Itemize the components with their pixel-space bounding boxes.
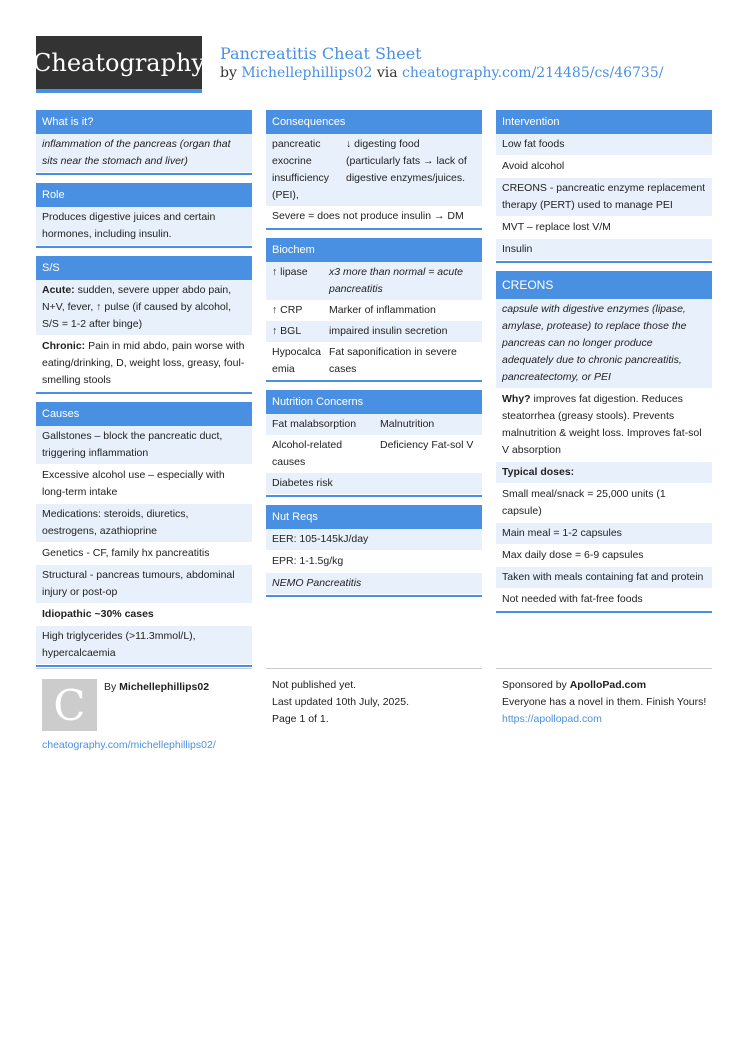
footer-publish-info bbox=[266, 668, 482, 728]
what-is-it-section bbox=[36, 110, 252, 175]
nemo-row: NEMO Pancreatitis bbox=[266, 573, 482, 595]
footer bbox=[36, 668, 712, 751]
list-item: Small meal/snack = 25,000 units (1 capsule) bbox=[496, 484, 712, 523]
biochem-key: ↑ lipase bbox=[272, 266, 308, 278]
section-title: Nutrition Concerns bbox=[266, 390, 482, 414]
column-1 bbox=[36, 110, 252, 675]
nutrition-key: Fat malabsorption bbox=[272, 418, 357, 430]
list-item: Low fat foods bbox=[496, 134, 712, 156]
sponsor-line bbox=[496, 677, 712, 694]
why-label: Why? bbox=[502, 393, 531, 405]
list-item: MVT – replace lost V/M bbox=[496, 217, 712, 239]
section-title: Role bbox=[36, 183, 252, 207]
causes-section bbox=[36, 402, 252, 667]
cheatography-logo[interactable]: Cheatography bbox=[36, 36, 202, 93]
via-text: via bbox=[372, 65, 403, 81]
section-text: inflammation of the pancreas (organ that sits near the stomach and liver) bbox=[36, 134, 252, 173]
biochem-key: ↑ BGL bbox=[272, 325, 302, 337]
table-row bbox=[266, 134, 482, 206]
table-row bbox=[266, 435, 482, 473]
column-2 bbox=[266, 110, 482, 605]
footer-sponsor bbox=[496, 668, 712, 728]
sponsor-prefix: Sponsored by bbox=[502, 679, 570, 691]
section-text: Produces digestive juices and certain hormones, including insulin. bbox=[36, 207, 252, 246]
list-item: Not needed with fat-free foods bbox=[496, 589, 712, 611]
nut-reqs-section bbox=[266, 505, 482, 597]
section-title: What is it? bbox=[36, 110, 252, 134]
page-number: Page 1 of 1. bbox=[272, 713, 329, 725]
intervention-section bbox=[496, 110, 712, 263]
why-text: improves fat digestion. Reduces steatorrhea (greasy stools). Prevents malnutrition & weight loss. Improves fat-sol V absorption bbox=[502, 393, 702, 456]
list-item: Genetics - CF, family hx pancreatitis bbox=[36, 543, 252, 565]
severe-row: Severe = does not produce insulin → DM bbox=[266, 206, 482, 228]
sponsor-text: Everyone has a novel in them. Finish Yours! bbox=[502, 696, 707, 708]
role-section bbox=[36, 183, 252, 248]
list-item: High triglycerides (>11.3mmol/L), hypercalcaemia bbox=[36, 626, 252, 665]
avatar[interactable]: C bbox=[42, 679, 97, 731]
section-title: Causes bbox=[36, 402, 252, 426]
biochem-key: Hypocalcaemia bbox=[272, 346, 322, 375]
list-item: Avoid alcohol bbox=[496, 156, 712, 178]
section-title: CREONS bbox=[496, 271, 712, 299]
sheet-url-link[interactable]: cheatography.com/214485/cs/46735/ bbox=[402, 65, 664, 81]
ss-section bbox=[36, 256, 252, 394]
footer-author-name[interactable]: Michellephillips02 bbox=[119, 681, 210, 693]
table-row bbox=[266, 321, 482, 342]
by-label: By bbox=[104, 681, 120, 693]
author-link[interactable]: Michellephillips02 bbox=[241, 65, 373, 81]
why-row bbox=[496, 389, 712, 462]
biochem-value: Fat saponification in severe cases bbox=[329, 346, 457, 375]
title-block bbox=[220, 44, 663, 81]
creons-section bbox=[496, 271, 712, 613]
diabetes-row: Diabetes risk bbox=[266, 473, 482, 495]
list-item: Medications: steroids, diuretics, oestrogens, azathioprine bbox=[36, 504, 252, 543]
biochem-section bbox=[266, 238, 482, 382]
biochem-key: ↑ CRP bbox=[272, 304, 303, 316]
section-title: Biochem bbox=[266, 238, 482, 262]
page-title[interactable]: Pancreatitis Cheat Sheet bbox=[220, 44, 422, 63]
nutrition-value: Deficiency Fat-sol V bbox=[380, 439, 474, 451]
consequence-term: pancreatic exocrine insufficiency (PEI), bbox=[272, 138, 330, 201]
list-item: Taken with meals containing fat and protein bbox=[496, 567, 712, 589]
idiopathic-text: Idiopathic ~30% cases bbox=[42, 608, 154, 620]
by-prefix: by bbox=[220, 65, 242, 81]
byline bbox=[220, 65, 663, 81]
last-updated: Last updated 10th July, 2025. bbox=[272, 696, 409, 708]
consequences-section bbox=[266, 110, 482, 230]
table-row bbox=[266, 342, 482, 380]
table-row bbox=[266, 262, 482, 300]
table-row bbox=[266, 414, 482, 435]
doses-label: Typical doses: bbox=[502, 466, 575, 478]
list-item bbox=[36, 604, 252, 626]
acute-text: sudden, severe upper abdo pain, N+V, fever, ↑ pulse (if caused by alcohol, S/S = 1-2 after binge) bbox=[42, 284, 232, 330]
section-title: S/S bbox=[36, 256, 252, 280]
list-item: Max daily dose = 6-9 capsules bbox=[496, 545, 712, 567]
nutrition-concerns-section bbox=[266, 390, 482, 497]
list-item: Insulin bbox=[496, 239, 712, 261]
chronic-label: Chronic: bbox=[42, 340, 86, 352]
acute-row bbox=[36, 280, 252, 336]
list-item: Gallstones – block the pancreatic duct, triggering inflammation bbox=[36, 426, 252, 465]
list-item: Excessive alcohol use – especially with long-term intake bbox=[36, 465, 252, 504]
section-title: Consequences bbox=[266, 110, 482, 134]
nutrition-key: Alcohol-related causes bbox=[272, 439, 343, 468]
biochem-value: x3 more than normal = acute pancreatitis bbox=[329, 266, 463, 295]
consequence-effect: ↓ digesting food (particularly fats → lack of digestive enzymes/juices. bbox=[346, 138, 467, 184]
biochem-value: Marker of inflammation bbox=[329, 304, 436, 316]
sponsor-name[interactable]: ApolloPad.com bbox=[569, 679, 647, 691]
table-row bbox=[266, 300, 482, 321]
footer-author-link[interactable]: cheatography.com/michellephillips02/ bbox=[42, 739, 216, 751]
published-status: Not published yet. bbox=[272, 679, 357, 691]
chronic-row bbox=[36, 336, 252, 392]
acute-label: Acute: bbox=[42, 284, 75, 296]
list-item: Main meal = 1-2 capsules bbox=[496, 523, 712, 545]
footer-author bbox=[36, 668, 252, 757]
biochem-value: impaired insulin secretion bbox=[329, 325, 448, 337]
eer-row: EER: 105-145kJ/day bbox=[266, 529, 482, 551]
header bbox=[33, 36, 712, 94]
nutrition-value: Malnutrition bbox=[380, 418, 435, 430]
section-title: Nut Reqs bbox=[266, 505, 482, 529]
list-item: Structural - pancreas tumours, abdominal injury or post-op bbox=[36, 565, 252, 604]
epr-row: EPR: 1-1.5g/kg bbox=[266, 551, 482, 573]
sponsor-link[interactable]: https://apollopad.com bbox=[502, 713, 602, 725]
doses-header bbox=[496, 462, 712, 484]
list-item: CREONS - pancreatic enzyme replacement therapy (PERT) used to manage PEI bbox=[496, 178, 712, 217]
creons-description: capsule with digestive enzymes (lipase, amylase, protease) to replace those the pancreas can no longer produce adequately due to chronic pancreatitis, pancreatectomy, or PEI bbox=[496, 299, 712, 389]
chronic-text: Pain in mid abdo, pain worse with eating/drinking, D, weight loss, greasy, foul-smelling stools bbox=[42, 340, 245, 386]
section-title: Intervention bbox=[496, 110, 712, 134]
column-3 bbox=[496, 110, 712, 621]
footer-by bbox=[104, 679, 209, 696]
